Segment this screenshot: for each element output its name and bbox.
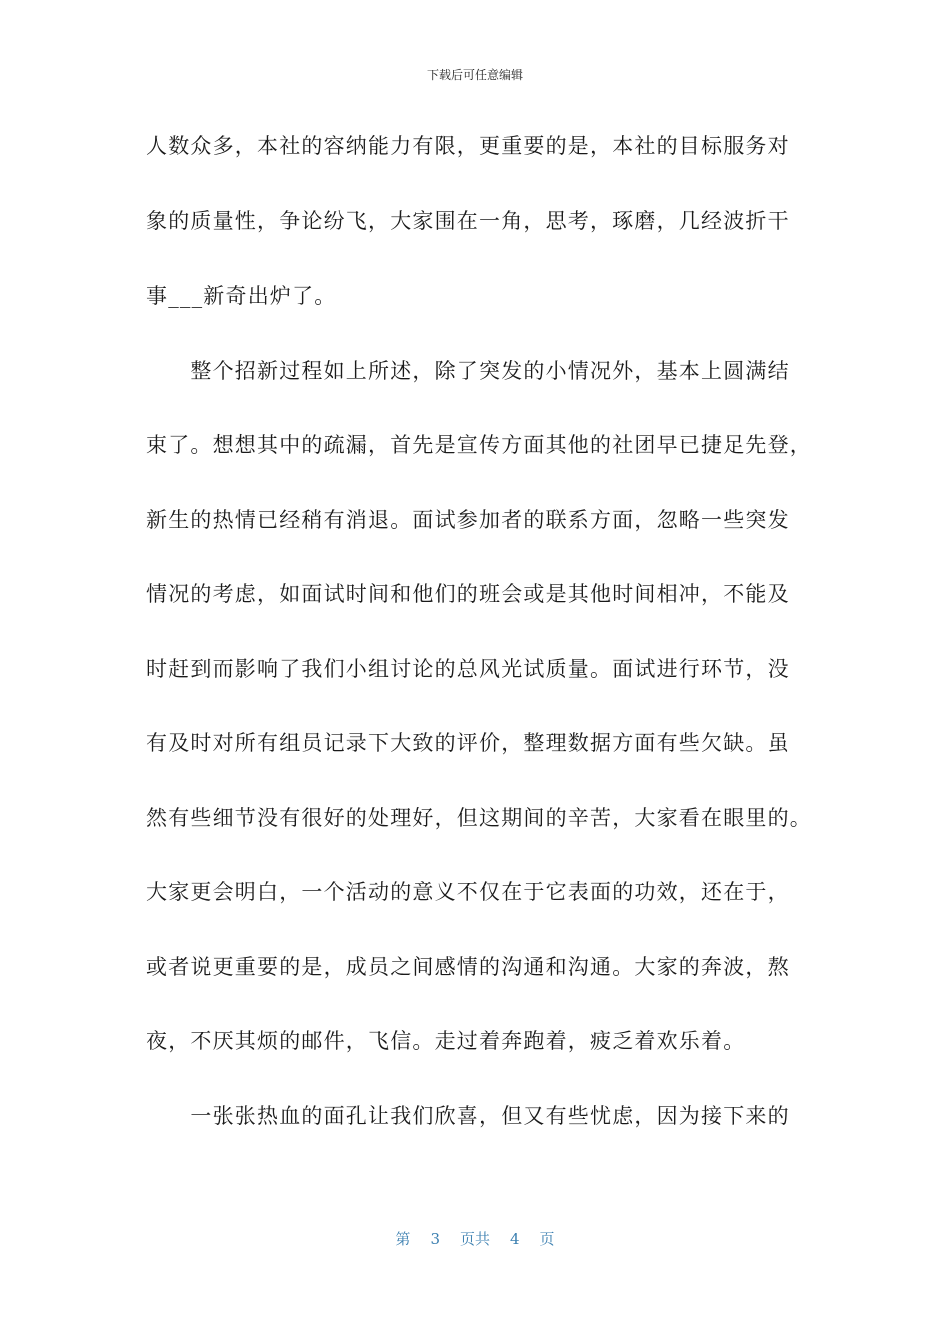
footer-current-page: 3 <box>430 1230 440 1248</box>
text-line: 然有些细节没有很好的处理好，但这期间的辛苦，大家看在眼里的。 <box>146 806 812 830</box>
footer-label-page: 第 <box>395 1230 411 1248</box>
text-line: 象的质量性，争论纷飞，大家围在一角，思考，琢磨，几经波折干 <box>146 209 790 233</box>
footer-label-of: 页共 <box>459 1230 490 1248</box>
text-line: 夜，不厌其烦的邮件，飞信。走过着奔跑着，疲乏着欢乐着。 <box>146 1029 746 1053</box>
page-header: 下载后可任意编辑 <box>426 68 523 82</box>
text-line: 一张张热血的面孔让我们欣喜，但又有些忧虑，因为接下来的 <box>146 1104 790 1128</box>
text-line: 有及时对所有组员记录下大致的评价，整理数据方面有些欠缺。虽 <box>146 731 790 755</box>
text-line: 大家更会明白，一个活动的意义不仅在于它表面的功效，还在于， <box>146 880 790 904</box>
text-line: 新生的热情已经稍有消退。面试参加者的联系方面，忽略一些突发 <box>146 508 790 532</box>
text-line: 束了。想想其中的疏漏，首先是宣传方面其他的社团早已捷足先登， <box>146 433 812 457</box>
page-footer <box>0 1228 950 1249</box>
text-line: 或者说更重要的是，成员之间感情的沟通和沟通。大家的奔波，熬 <box>146 955 790 979</box>
text-line: 情况的考虑，如面试时间和他们的班会或是其他时间相冲，不能及 <box>146 582 790 606</box>
text-line: 事___新奇出炉了。 <box>146 284 337 308</box>
text-line: 整个招新过程如上所述，除了突发的小情况外，基本上圆满结 <box>146 359 790 383</box>
footer-total-pages: 4 <box>510 1230 520 1248</box>
text-line: 人数众多，本社的容纳能力有限，更重要的是，本社的目标服务对 <box>146 134 790 158</box>
text-line: 时赶到而影响了我们小组讨论的总风光试质量。面试进行环节，没 <box>146 657 790 681</box>
footer-label-end: 页 <box>539 1230 555 1248</box>
